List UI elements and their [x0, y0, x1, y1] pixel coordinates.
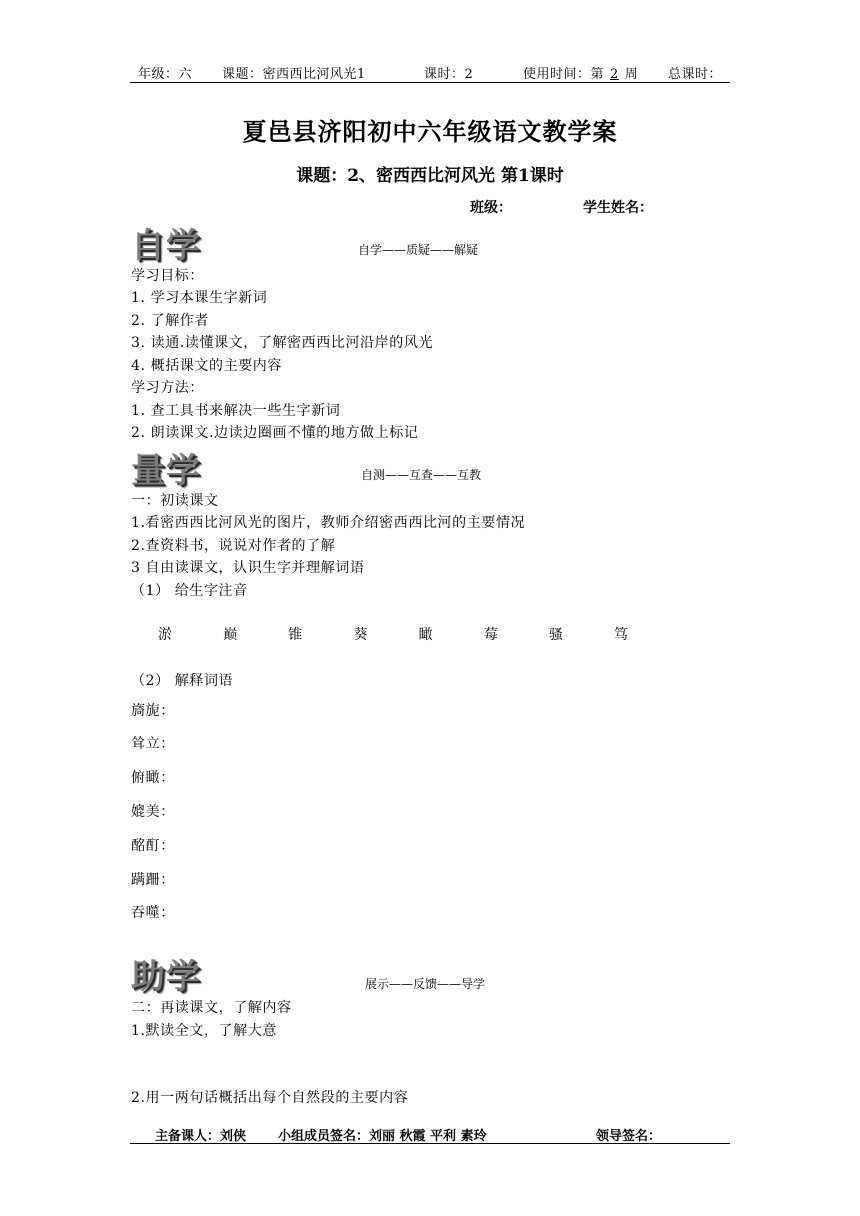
zixue-line: 学习方法： [131, 380, 204, 396]
zhuxue-line: 1.默读全文，了解大意 [131, 1023, 277, 1039]
header-total-hours: 总课时： [668, 67, 723, 82]
section-motto-zhuxue: 展示——反馈——导学 [365, 977, 486, 991]
character-item: 锥 [288, 627, 303, 643]
header-use-time [523, 63, 638, 82]
footer-preparer: 主备课人：刘侠 [155, 1129, 247, 1144]
section-heading-liangxue: 量学 [131, 451, 201, 491]
character-item: 笃 [613, 627, 628, 643]
student-name-label: 学生姓名： [583, 200, 653, 216]
header-topic: 课题：密西西比河风光1 [222, 67, 366, 82]
header-rule [130, 82, 730, 83]
zixue-line: 2. 了解作者 [131, 313, 210, 329]
character-item: 巅 [223, 627, 238, 643]
footer-group-members: 小组成员签名：刘丽 秋霞 平利 素玲 [278, 1129, 487, 1144]
term-item: 旖旎： [131, 703, 175, 719]
liangxue-line: 1.看密西西比河风光的图片，教师介绍密西西比河的主要情况 [131, 515, 526, 531]
footer-leader: 领导签名： [596, 1129, 662, 1144]
liangxue-line: 3 自由读课文，认识生字并理解词语 [131, 560, 365, 576]
zixue-line: 学习目标： [131, 268, 204, 284]
term-item: 俯瞰： [131, 770, 175, 786]
section-motto-liangxue: 自测——互查——互教 [361, 468, 482, 482]
character-item: 莓 [483, 627, 498, 643]
week-number: 2 [610, 67, 619, 82]
zixue-line: 3. 读通.读懂课文，了解密西西比河沿岸的风光 [131, 335, 434, 351]
class-label: 班级： [470, 200, 512, 216]
use-time-suffix: 周 [624, 67, 639, 82]
section-heading-zhuxue: 助学 [131, 957, 201, 997]
zixue-line: 1. 查工具书来解决一些生字新词 [131, 403, 341, 419]
header-hours: 课时：2 [424, 67, 474, 82]
zhuxue-line: 二：再读课文，了解内容 [131, 1000, 292, 1016]
character-item: 淤 [158, 627, 172, 643]
section-heading-zixue: 自学 [131, 226, 201, 266]
lesson-subtitle: 课题：2、密西西比河风光 第1课时 [296, 166, 564, 186]
section-motto-zixue: 自学——质疑——解疑 [358, 243, 479, 257]
term-item: 媲美： [131, 804, 175, 820]
term-item: 吞噬： [131, 905, 175, 921]
zixue-line: 2. 朗读课文.边读边圈画不懂的地方做上标记 [131, 425, 419, 441]
use-time-prefix: 使用时间：第 [523, 67, 605, 82]
term-item: 耸立： [131, 736, 175, 752]
liangxue-line: 2.查资料书，说说对作者的了解 [131, 538, 336, 554]
page-title: 夏邑县济阳初中六年级语文教学案 [242, 117, 618, 146]
term-item: 酩酊： [131, 838, 175, 854]
liangxue-line: （1） 给生字注音 [131, 583, 248, 599]
footer-rule [130, 1143, 730, 1144]
term-item: 蹒跚： [131, 872, 175, 888]
character-item: 骚 [548, 627, 563, 643]
liangxue-line: 一：初读课文 [131, 493, 219, 509]
header-grade: 年级：六 [138, 67, 193, 82]
character-item: 瞰 [418, 627, 433, 643]
pinyin-characters [158, 624, 628, 644]
explain-terms-heading: （2） 解释词语 [131, 673, 234, 689]
character-item: 葵 [353, 627, 368, 643]
zixue-line: 4. 概括课文的主要内容 [131, 358, 283, 374]
zixue-line: 1. 学习本课生字新词 [131, 290, 268, 306]
zhuxue-line: 2.用一两句话概括出每个自然段的主要内容 [131, 1090, 409, 1106]
